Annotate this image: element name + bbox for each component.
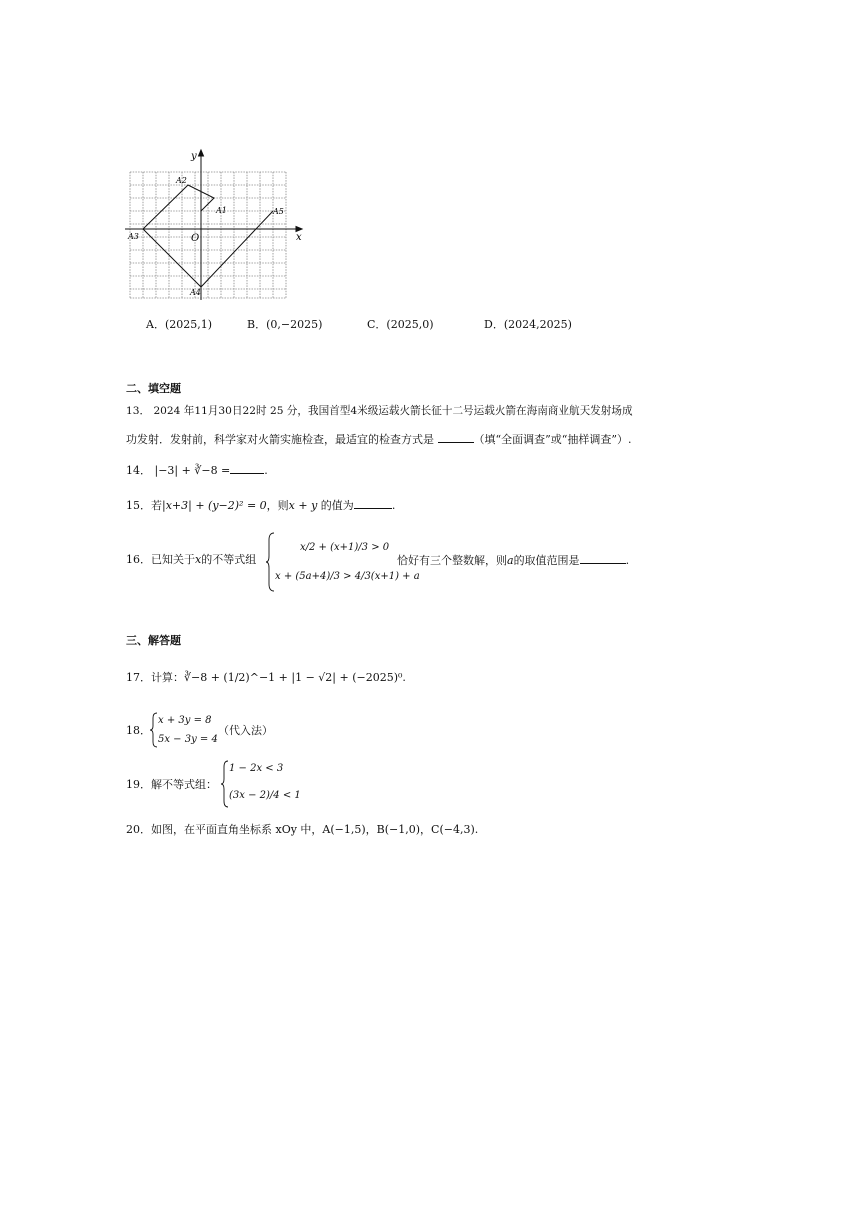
question-17-expression: ∛−8 + (1/2)^−1 + |1 − √2| + (−2025)⁰: [184, 671, 403, 684]
choice-b-value: (0,−2025): [266, 318, 323, 331]
question-13-line1: 13． 2024 年11月30日22时 25 分，我国首型4米级运载火箭长征十二号运载火箭在海南商业航天发射场成: [126, 405, 633, 417]
choice-c-letter: C．: [367, 318, 387, 331]
x-axis-label: x: [296, 232, 302, 243]
section-title-solve: 三、解答题: [126, 634, 181, 647]
question-16-rest: [397, 553, 629, 568]
question-19-stem: [126, 778, 217, 792]
question-20: 20．如图，在平面直角坐标系 xOy 中，A(−1,5)，B(−1,0)，C(−4,3).: [126, 823, 479, 836]
section-title-fill-in: 二、填空题: [126, 382, 181, 395]
question-18-equation-1: x + 3y = 8: [158, 715, 212, 726]
question-14-expression: |−3| + ∛−8 =: [154, 464, 231, 477]
choice-a[interactable]: [146, 318, 212, 332]
point-label-a3: A3: [128, 232, 139, 241]
question-16-number: 16．: [126, 553, 151, 566]
question-16-inequality-2: x + (5a+4)/3 > 4/3(x+1) + a: [275, 571, 420, 582]
question-14: [126, 463, 268, 478]
question-16-inequality-1: x/2 + (x+1)/3 > 0: [300, 542, 390, 553]
question-18-method-note: （代入法）: [218, 724, 273, 737]
question-17-number: 17．: [126, 671, 151, 684]
axes: [125, 150, 302, 300]
question-13-line2: [126, 432, 632, 447]
choice-c[interactable]: [367, 318, 434, 332]
question-13-hint: （填“全面调查”或“抽样调查”）.: [473, 433, 632, 446]
origin-label: O: [191, 233, 200, 244]
choice-d-value: (2024,2025): [503, 318, 572, 331]
question-16-prefix: 已知关于: [151, 553, 195, 566]
question-15-suffix: 的值为: [317, 499, 354, 512]
choice-d-letter: D．: [484, 318, 504, 331]
question-15-middle: ，则: [266, 499, 289, 512]
choice-a-letter: A．: [146, 318, 165, 331]
choice-d[interactable]: [484, 318, 572, 332]
point-label-a4: A4: [190, 288, 201, 297]
y-axis-label: y: [191, 151, 197, 162]
choice-b[interactable]: [247, 318, 322, 332]
question-15-number: 15．: [126, 499, 151, 512]
choice-a-value: (2025,1): [164, 318, 213, 331]
question-17-prefix: 计算：: [151, 671, 184, 684]
question-17-tail: .: [402, 671, 406, 684]
question-15-tail: .: [391, 499, 396, 512]
question-18-brace: [150, 712, 158, 748]
question-18-number: 18．: [126, 724, 151, 737]
question-16-middle: 的不等式组: [201, 553, 257, 566]
question-19-brace: [221, 760, 229, 808]
question-19-inequality-2: (3x − 2)/4 < 1: [229, 790, 301, 801]
point-label-a1: A1: [216, 206, 227, 215]
question-15: [126, 498, 395, 513]
choice-c-value: (2025,0): [386, 318, 434, 331]
question-15-variable: x + y: [288, 499, 318, 512]
question-14-number: 14．: [126, 464, 151, 477]
question-15-expression: |x+3| + (y−2)² = 0: [162, 499, 267, 512]
question-16-variable: x: [195, 553, 202, 566]
coordinate-graph: [120, 145, 310, 305]
answer-blank-14[interactable]: [230, 463, 264, 474]
question-18-equation-2: 5x − 3y = 4: [158, 734, 218, 745]
point-label-a5: A5: [273, 207, 284, 216]
question-16-param: a: [507, 554, 514, 567]
answer-blank-16[interactable]: [580, 553, 626, 564]
question-19-inequality-1: 1 − 2x < 3: [229, 763, 284, 774]
question-16-after: 恰好有三个整数解，则: [397, 554, 507, 567]
question-14-tail: .: [264, 464, 268, 477]
point-label-a2: A2: [176, 176, 187, 185]
question-13-text: 功发射．发射前，科学家对火箭实施检查，最适宜的检查方式是: [126, 433, 438, 446]
choice-b-letter: B．: [247, 318, 267, 331]
question-15-prefix: 若: [151, 499, 162, 512]
answer-blank-15[interactable]: [354, 498, 392, 509]
question-16-tail: .: [625, 554, 630, 567]
answer-blank-13[interactable]: [438, 432, 474, 443]
question-16-after2: 的取值范围是: [513, 554, 580, 567]
question-19-prefix: 解不等式组：: [151, 778, 217, 791]
question-16-stem: [126, 553, 256, 567]
question-19-number: 19．: [126, 778, 151, 791]
question-17: [126, 671, 406, 685]
